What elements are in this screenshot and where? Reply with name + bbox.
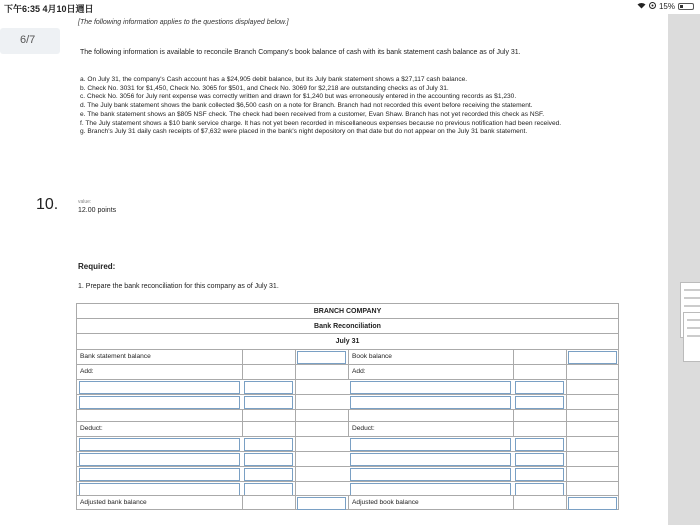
- table-row: [77, 495, 618, 510]
- status-indicators: [637, 2, 694, 11]
- list-item: a. On July 31, the company's Cash account has a $24,905 debit balance, but its July bank statement shows a $27,117 cash balance.: [80, 76, 468, 83]
- question-pager[interactable]: [0, 28, 60, 54]
- book-deduct-amount-input[interactable]: [515, 468, 564, 481]
- table-row: [77, 349, 618, 364]
- instruction-text: 1. Prepare the bank reconciliation for this company as of July 31.: [78, 283, 279, 290]
- bank-add-desc-input[interactable]: [79, 396, 240, 409]
- status-bar: [0, 0, 700, 14]
- table-row: [77, 466, 618, 481]
- battery-percent: 15%: [658, 2, 675, 11]
- bank-deduct-desc-input[interactable]: [79, 453, 240, 466]
- intro-text: The following information is available to reconcile Branch Company's book balance of cash with its bank statement cash balance as of July 31.: [80, 49, 521, 56]
- book-balance-label: Book balance: [348, 350, 513, 364]
- adjusted-book-balance-label: Adjusted book balance: [348, 496, 513, 510]
- bank-statement-balance-label: Bank statement balance: [80, 353, 151, 360]
- company-name: BRANCH COMPANY: [77, 304, 618, 319]
- info-note: [The following information applies to the questions displayed below.]: [78, 19, 289, 26]
- adjusted-bank-balance-label: Adjusted bank balance: [80, 499, 147, 506]
- table-row: [77, 451, 618, 466]
- right-scroll-rail[interactable]: [668, 14, 700, 525]
- table-row: [77, 421, 618, 436]
- adjusted-bank-amount-input[interactable]: [297, 497, 346, 510]
- book-add-desc-input[interactable]: [350, 381, 511, 394]
- book-deduct-amount-input[interactable]: [515, 438, 564, 451]
- information-list: [80, 76, 668, 137]
- book-deduct-desc-input[interactable]: [350, 453, 511, 466]
- book-add-desc-input[interactable]: [350, 396, 511, 409]
- pager-label: 6/7: [20, 34, 36, 46]
- bank-deduct-desc-input[interactable]: [79, 468, 240, 481]
- required-heading: Required:: [78, 262, 116, 271]
- bank-add-amount-input[interactable]: [244, 396, 293, 409]
- deduct-label-bank: Deduct:: [80, 425, 103, 432]
- bank-add-desc-input[interactable]: [79, 381, 240, 394]
- bank-deduct-desc-input[interactable]: [79, 438, 240, 451]
- book-add-amount-input[interactable]: [515, 396, 564, 409]
- table-date: July 31: [335, 338, 360, 345]
- list-item: c. Check No. 3056 for July rent expense was correctly written and drawn for $1,240 but was erroneously entered in the accounting records as $1,230.: [80, 93, 517, 101]
- value-label: value:: [78, 199, 92, 205]
- book-deduct-amount-input[interactable]: [515, 453, 564, 466]
- add-label-bank: Add:: [80, 368, 94, 375]
- deduct-label-book: Deduct:: [348, 422, 513, 436]
- book-deduct-desc-input[interactable]: [350, 468, 511, 481]
- location-icon: [649, 2, 656, 11]
- status-time: 下午6:35 4月10日週日: [4, 4, 94, 14]
- table-row: [77, 379, 618, 394]
- book-deduct-desc-input[interactable]: [350, 438, 511, 451]
- bank-deduct-amount-input[interactable]: [244, 453, 293, 466]
- list-item: g. Branch's July 31 daily cash receipts of $7,632 were placed in the bank's night depository on that date but do not appear on the July 31 bank statement.: [80, 128, 528, 136]
- bank-deduct-amount-input[interactable]: [244, 438, 293, 451]
- list-item: e. The bank statement shows an $805 NSF check. The check had been received from a customer, Evan Shaw. Branch has not yet recorded this check as NSF.: [80, 110, 545, 118]
- question-number: 10.: [36, 196, 59, 213]
- bank-reconciliation-table: [76, 303, 619, 510]
- battery-icon: [678, 3, 694, 10]
- add-label-book: Add:: [348, 365, 513, 379]
- list-item: d. The July bank statement shows the bank collected $6,500 cash on a note for Branch. Branch had not recorded this event before receiving the statement.: [80, 102, 533, 110]
- book-add-amount-input[interactable]: [515, 381, 564, 394]
- table-row: [77, 481, 618, 496]
- book-balance-amount-input[interactable]: [568, 351, 617, 364]
- table-row: [77, 394, 618, 409]
- list-item: b. Check No. 3031 for $1,450, Check No. 3065 for $501, and Check No. 3069 for $2,218 are outstanding checks as of July 31.: [80, 84, 449, 92]
- points-value: 12.00 points: [78, 207, 117, 214]
- table-row: [77, 436, 618, 451]
- table-row: [77, 364, 618, 379]
- page-thumbnail[interactable]: [683, 312, 700, 362]
- adjusted-book-amount-input[interactable]: [568, 497, 617, 510]
- bank-deduct-amount-input[interactable]: [244, 468, 293, 481]
- table-title: Bank Reconciliation: [77, 319, 618, 334]
- bank-add-amount-input[interactable]: [244, 381, 293, 394]
- bank-balance-amount-input[interactable]: [297, 351, 346, 364]
- list-item: f. The July statement shows a $10 bank service charge. It has not yet been recorded in miscellaneous expenses because no previous notification had been received.: [80, 119, 562, 127]
- wifi-icon: [637, 2, 646, 11]
